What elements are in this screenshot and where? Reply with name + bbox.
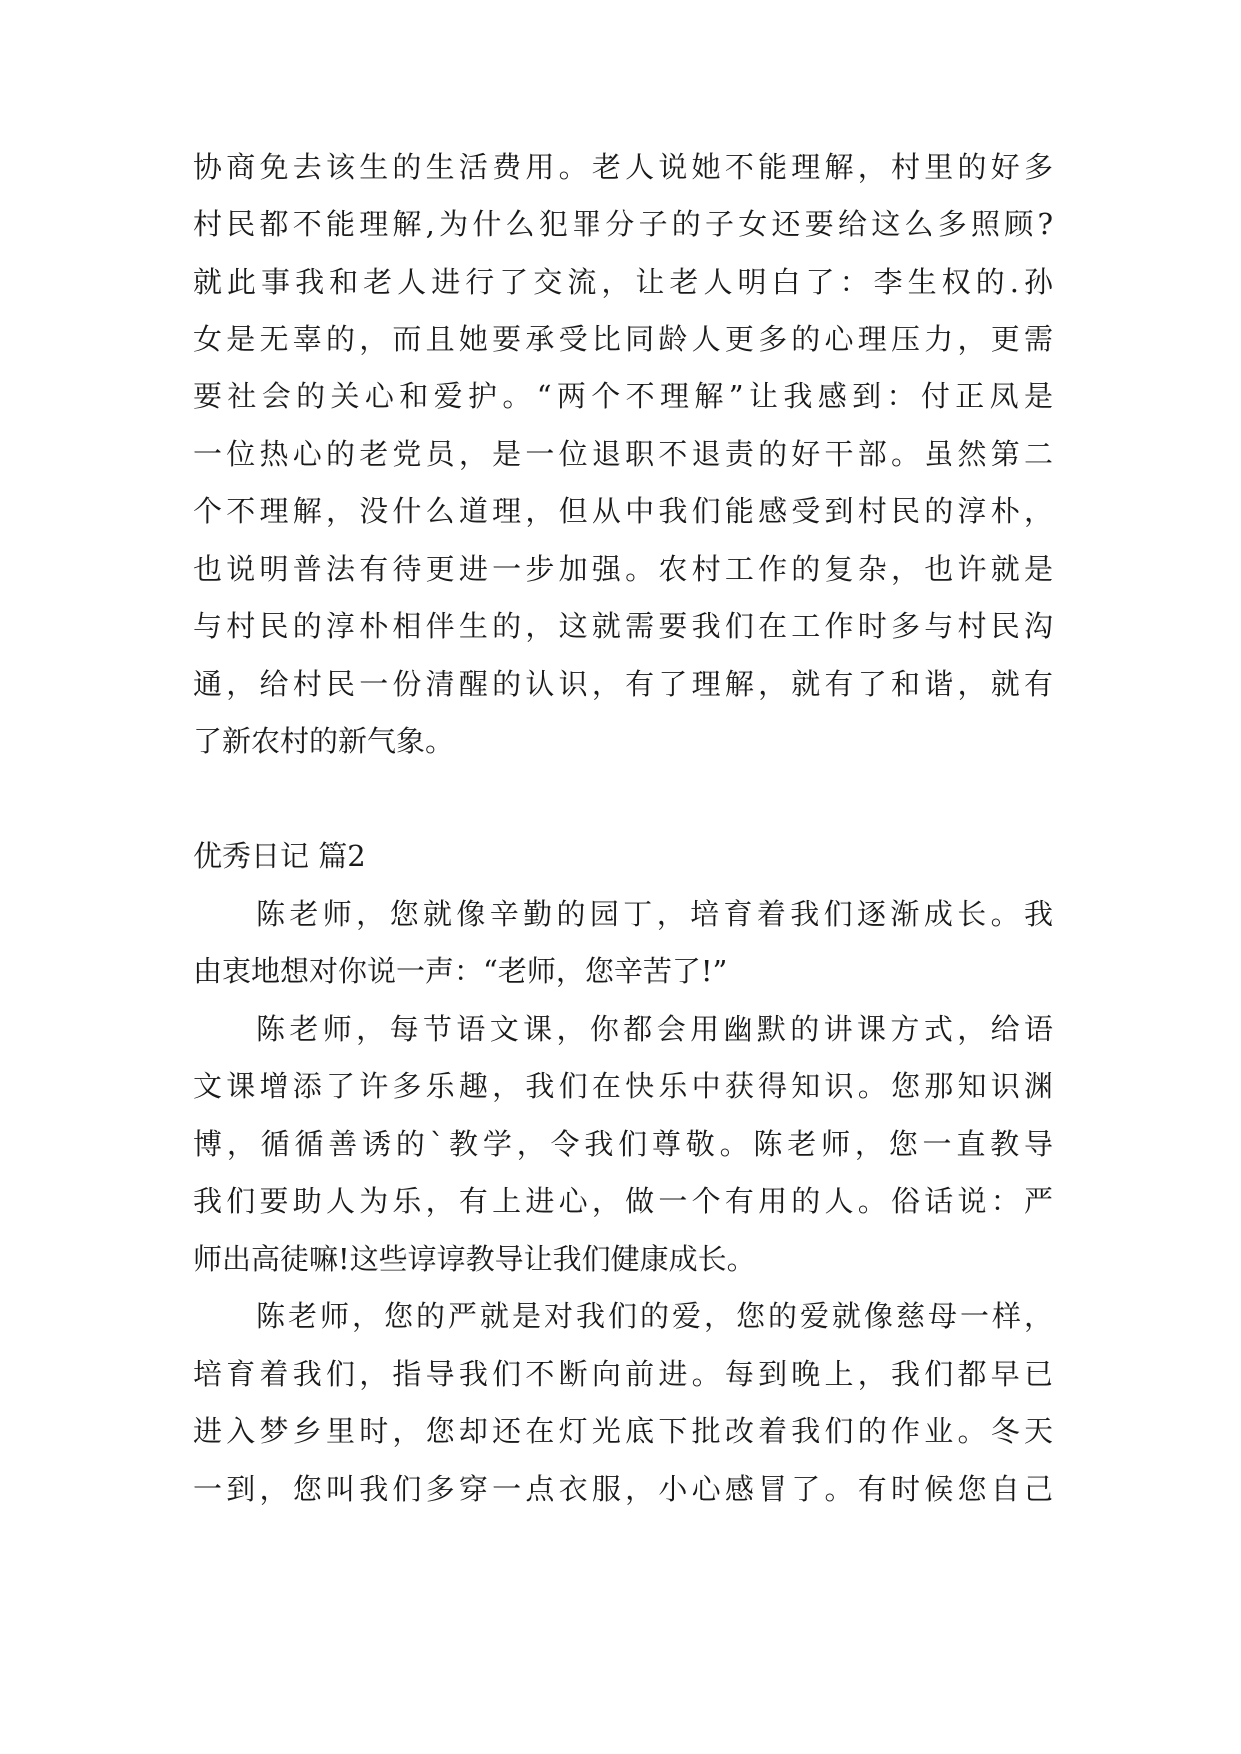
text-line: 通，给村民一份清醒的认识，有了理解，就有了和谐，就有: [193, 667, 1053, 701]
text-line: 由衷地想对你说一声：“老师，您辛苦了!”: [193, 954, 728, 988]
text-line: 进入梦乡里时，您却还在灯光底下批改着我们的作业。冬天: [193, 1414, 1053, 1448]
section-heading: 优秀日记 篇2: [193, 839, 366, 873]
text-line: 女是无辜的，而且她要承受比同龄人更多的心理压力，更需: [193, 322, 1053, 356]
text-line: 要社会的关心和爱护。“两个不理解”让我感到：付正凤是: [193, 379, 1053, 413]
text-line: 协商免去该生的生活费用。老人说她不能理解，村里的好多: [193, 150, 1053, 184]
text-line: 村民都不能理解,为什么犯罪分子的子女还要给这么多照顾?: [193, 207, 1053, 241]
text-line: 个不理解，没什么道理，但从中我们能感受到村民的淳朴，: [193, 494, 1053, 528]
text-line: 也说明普法有待更进一步加强。农村工作的复杂，也许就是: [193, 552, 1053, 586]
text-line: 陈老师，每节语文课，你都会用幽默的讲课方式，给语: [256, 1012, 1053, 1046]
text-line: 师出高徒嘛!这些谆谆教导让我们健康成长。: [193, 1242, 756, 1276]
text-line: 陈老师，您就像辛勤的园丁，培育着我们逐渐成长。我: [256, 897, 1053, 931]
text-line: 一到，您叫我们多穿一点衣服，小心感冒了。有时候您自己: [193, 1472, 1053, 1506]
text-line: 培育着我们，指导我们不断向前进。每到晚上，我们都早已: [193, 1357, 1053, 1391]
text-line: 我们要助人为乐，有上进心，做一个有用的人。俗话说：严: [193, 1184, 1053, 1218]
text-line: 了新农村的新气象。: [193, 724, 455, 758]
text-line: 文课增添了许多乐趣，我们在快乐中获得知识。您那知识渊: [193, 1069, 1053, 1103]
text-line: 一位热心的老党员，是一位退职不退责的好干部。虽然第二: [193, 437, 1053, 471]
text-line: 就此事我和老人进行了交流，让老人明白了：李生权的.孙: [193, 265, 1053, 299]
text-line: 陈老师，您的严就是对我们的爱，您的爱就像慈母一样，: [256, 1299, 1053, 1333]
text-line: 博，循循善诱的`教学，令我们尊敬。陈老师，您一直教导: [193, 1127, 1053, 1161]
text-line: 与村民的淳朴相伴生的，这就需要我们在工作时多与村民沟: [193, 609, 1053, 643]
